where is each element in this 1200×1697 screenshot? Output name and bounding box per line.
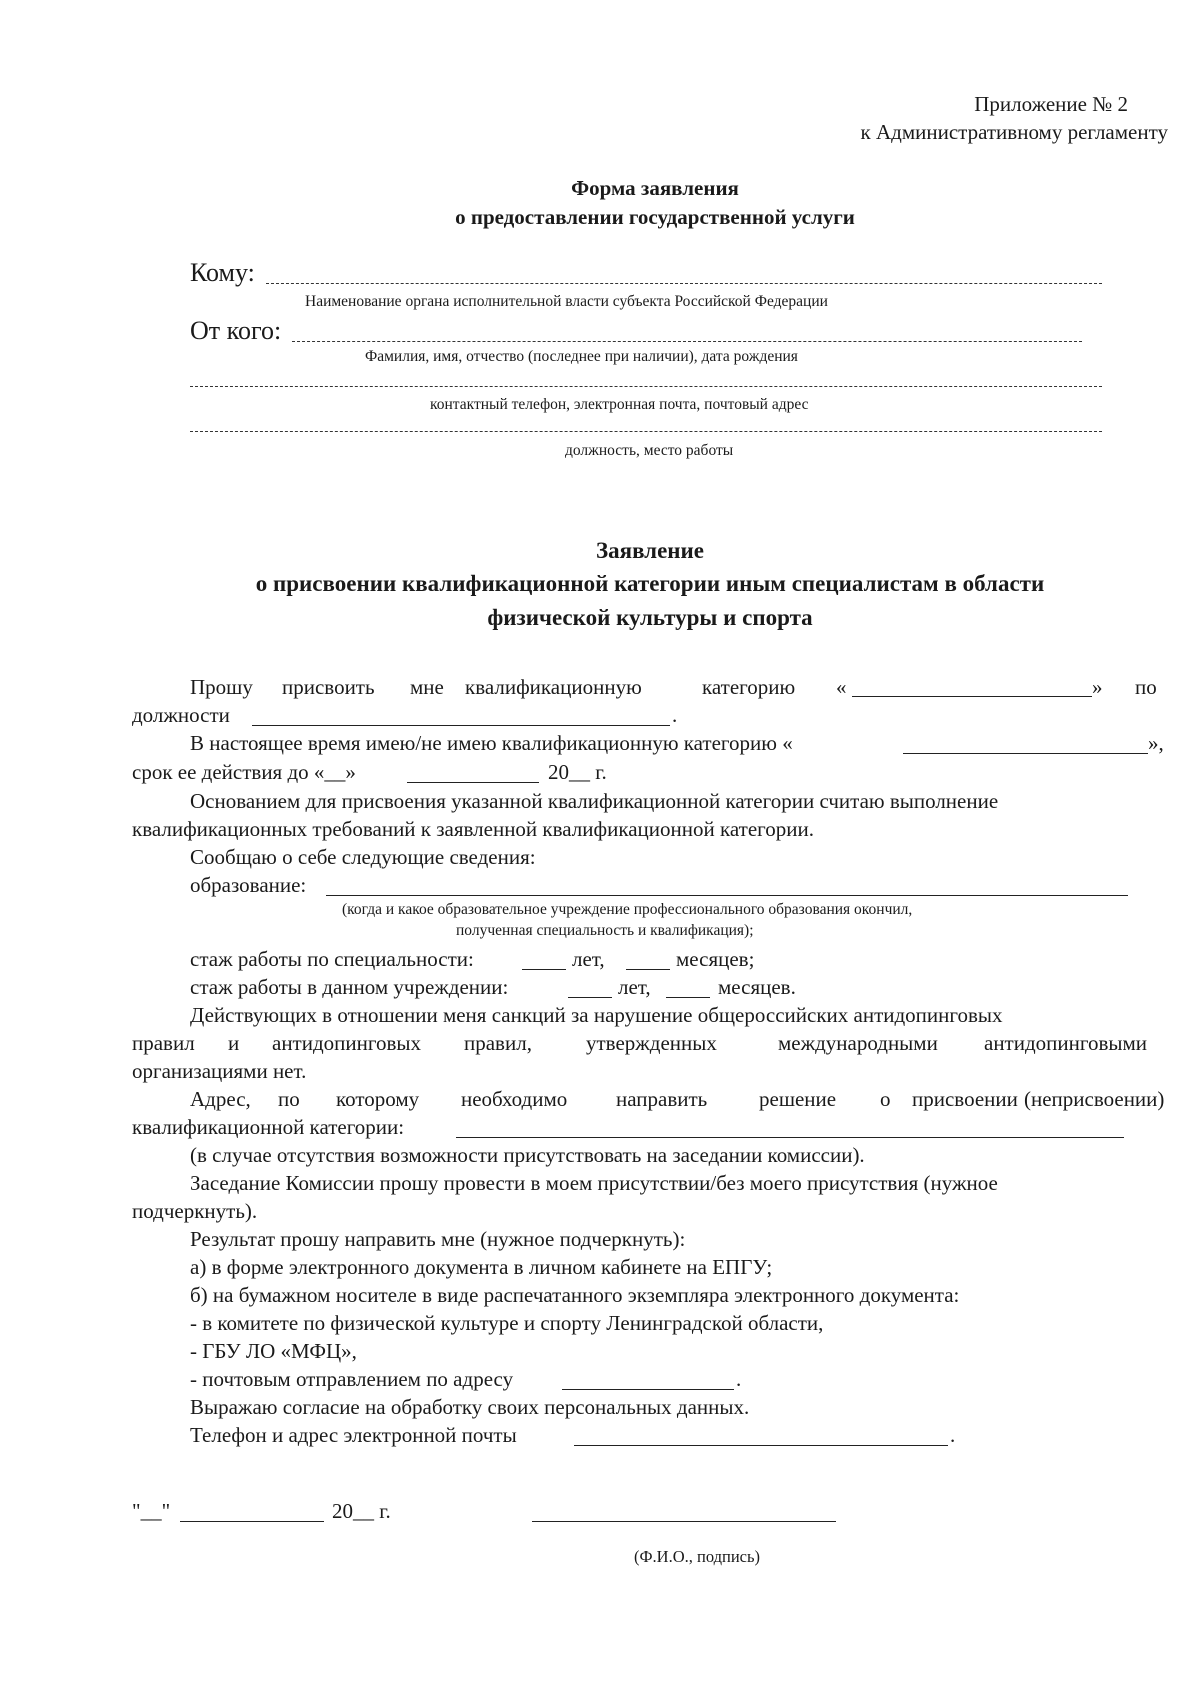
p1-word: категорию — [702, 675, 796, 699]
p1-word: мне — [410, 675, 444, 699]
p6-word: Адрес, — [190, 1087, 251, 1111]
p6-line-2: квалификационной категории: — [132, 1115, 405, 1139]
education-field[interactable] — [326, 895, 1128, 896]
exp-spec-months-label: месяцев; — [676, 947, 755, 971]
signature-field[interactable] — [532, 1521, 836, 1522]
p6-word: присвоении — [912, 1087, 1018, 1111]
p1-line-1 — [190, 675, 1162, 701]
position-caption: должность, место работы — [565, 442, 734, 459]
statement-title-line-2: о присвоении квалификационной категории иным специалистам в области — [255, 571, 1045, 596]
p5-line-1: Действующих в отношении меня санкций за нарушение общероссийских антидопинговых — [190, 1003, 1003, 1027]
from-label: От кого: — [190, 316, 282, 345]
address-field[interactable] — [456, 1137, 1124, 1138]
option-a: а) в форме электронного документа в личном кабинете на ЕПГУ; — [190, 1255, 773, 1279]
to-field[interactable] — [266, 283, 1102, 284]
p1-word: по — [1135, 675, 1157, 699]
consent-text: Выражаю согласие на обработку своих персональных данных. — [190, 1395, 750, 1419]
form-title-line-2: о предоставлении государственной услуги — [455, 205, 855, 229]
p1-line-2-end: . — [672, 703, 678, 727]
phone-label: Телефон и адрес электронной почты — [190, 1423, 517, 1447]
category-field[interactable] — [852, 696, 1092, 697]
signature-caption: (Ф.И.О., подпись) — [634, 1547, 760, 1566]
p7-line-1: Заседание Комиссии прошу провести в моем присутствии/без моего присутствия (нужное — [190, 1171, 998, 1195]
exp-inst-years-label: лет, — [618, 975, 651, 999]
footer-date-year: 20__ г. — [332, 1499, 391, 1523]
from-field[interactable] — [292, 341, 1082, 342]
postal-address-field[interactable] — [562, 1389, 734, 1390]
footer-date-day: "__" — [132, 1499, 171, 1523]
p1-line-2: должности — [132, 703, 230, 727]
p1-word: « — [836, 675, 847, 699]
p2-line-2-a: срок ее действия до «__» — [132, 760, 356, 784]
p6-word: необходимо — [461, 1087, 568, 1111]
p6-word: которому — [336, 1087, 420, 1111]
p6-line-1 — [190, 1087, 1165, 1113]
form-title-line-1: Форма заявления — [571, 176, 739, 200]
p5-word: антидопинговых — [272, 1031, 421, 1055]
to-caption: Наименование органа исполнительной власти субъекта Российской Федерации — [305, 293, 828, 310]
to-label: Кому: — [190, 258, 255, 287]
p6-line-3: (в случае отсутствия возможности присутствовать на заседании комиссии). — [190, 1143, 865, 1167]
p5-word: и — [228, 1031, 240, 1055]
validity-month-field[interactable] — [407, 782, 539, 783]
p6-word: по — [278, 1087, 300, 1111]
footer-date-month-field[interactable] — [180, 1521, 324, 1522]
phone-end: . — [950, 1423, 956, 1447]
p8: Результат прошу направить мне (нужное подчеркнуть): — [190, 1227, 686, 1251]
phone-email-field[interactable] — [574, 1445, 948, 1446]
exp-inst-months-label: месяцев. — [718, 975, 796, 999]
p7-line-2: подчеркнуть). — [132, 1199, 258, 1223]
p6-word: (неприсвоении) — [1024, 1087, 1165, 1111]
exp-spec-label: стаж работы по специальности: — [190, 947, 474, 971]
appendix-line-2: к Административному регламенту — [860, 120, 1168, 144]
position-name-field[interactable] — [252, 725, 670, 726]
appendix-line-1: Приложение № 2 — [974, 92, 1128, 116]
from-caption: Фамилия, имя, отчество (последнее при наличии), дата рождения — [365, 348, 798, 365]
statement-title-line-3: физической культуры и спорта — [487, 605, 813, 630]
p1-word: квалификационную — [465, 675, 642, 699]
contact-field[interactable] — [190, 386, 1102, 387]
p5-word: международными — [778, 1031, 938, 1055]
p4: Сообщаю о себе следующие сведения: — [190, 845, 536, 869]
option-b-2: - ГБУ ЛО «МФЦ», — [190, 1339, 357, 1363]
p6-word: о — [880, 1087, 891, 1111]
p5-line-3: организациями нет. — [132, 1059, 307, 1083]
education-caption-2: полученная специальность и квалификация); — [456, 922, 754, 939]
p3-line-2: квалификационных требований к заявленной квалификационной категории. — [132, 817, 814, 841]
exp-spec-years-field[interactable] — [522, 969, 566, 970]
p2-line-1: В настоящее время имею/не имею квалификационную категорию « — [190, 731, 793, 755]
p6-word: направить — [616, 1087, 708, 1111]
option-b: б) на бумажном носителе в виде распечатанного экземпляра электронного документа: — [190, 1283, 960, 1307]
p5-word: антидопинговыми — [984, 1031, 1148, 1055]
exp-spec-months-field[interactable] — [626, 969, 670, 970]
exp-spec-years-label: лет, — [572, 947, 605, 971]
option-b-3: - почтовым отправлением по адресу — [190, 1367, 514, 1391]
exp-inst-label: стаж работы в данном учреждении: — [190, 975, 509, 999]
p5-word: правил — [132, 1031, 195, 1055]
exp-inst-years-field[interactable] — [568, 997, 612, 998]
p3-line-1: Основанием для присвоения указанной квалификационной категории считаю выполнение — [190, 789, 999, 813]
p1-word: присвоить — [282, 675, 375, 699]
contact-caption: контактный телефон, электронная почта, почтовый адрес — [430, 396, 809, 413]
statement-title-line-1: Заявление — [595, 538, 705, 563]
option-b-3-end: . — [736, 1367, 742, 1391]
position-field[interactable] — [190, 431, 1102, 432]
p1-word: Прошу — [190, 675, 253, 699]
p5-line-2 — [132, 1031, 1162, 1057]
p6-word: решение — [759, 1087, 837, 1111]
option-b-1: - в комитете по физической культуре и спорту Ленинградской области, — [190, 1311, 824, 1335]
p5-word: правил, — [464, 1031, 532, 1055]
p5-word: утвержденных — [586, 1031, 717, 1055]
p1-word: » — [1092, 675, 1103, 699]
exp-inst-months-field[interactable] — [666, 997, 710, 998]
current-category-field[interactable] — [903, 753, 1148, 754]
p2-line-2-b: 20__ г. — [548, 760, 607, 784]
education-caption-1: (когда и какое образовательное учреждение профессионального образования окончил, — [342, 901, 913, 918]
p2-line-1-end: », — [1148, 731, 1164, 755]
education-label: образование: — [190, 873, 307, 897]
